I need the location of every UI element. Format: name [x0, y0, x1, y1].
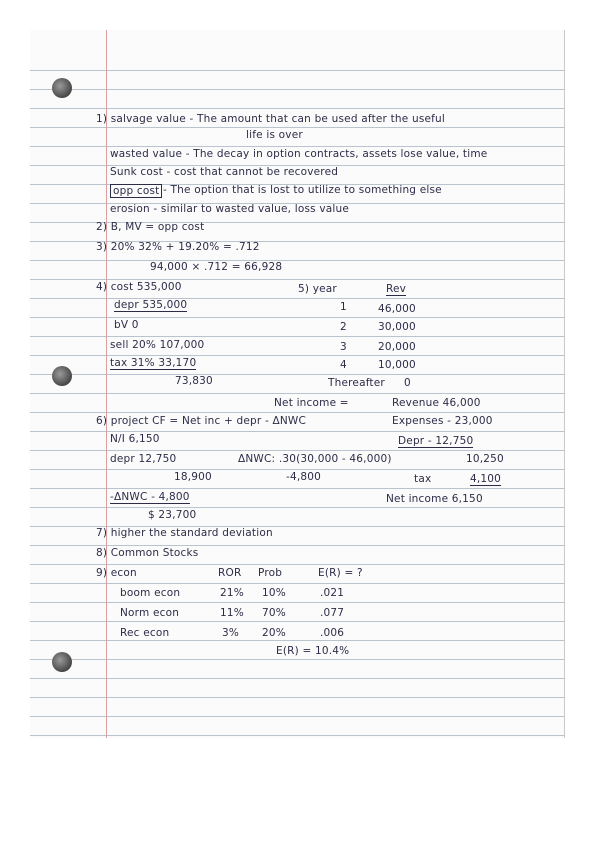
ruled-line [30, 716, 564, 717]
ruled-line [30, 431, 564, 432]
handwritten-line-q6b: N/I 6,150 [110, 433, 160, 445]
handwritten-line-q7: 7) higher the standard deviation [96, 527, 273, 539]
ruled-line [30, 412, 564, 413]
handwritten-line-q4e: tax 31% 33,170 [110, 357, 197, 369]
handwritten-line-ni: Net income = [274, 397, 349, 409]
handwritten-line-q1: 1) salvage value - The amount that can be used after the useful [96, 113, 446, 125]
ruled-line [30, 317, 564, 318]
ruled-line [30, 678, 564, 679]
handwritten-line-v10250: 10,250 [466, 453, 504, 465]
binder-hole [52, 78, 72, 98]
ruled-line [30, 545, 564, 546]
handwritten-line-q2: 2) B, MV = opp cost [96, 221, 205, 233]
handwritten-line-q5cv: 20,000 [378, 341, 416, 353]
ruled-line [30, 659, 564, 660]
ruled-line [30, 146, 564, 147]
ruled-line [30, 108, 564, 109]
handwritten-line-q1b: life is over [246, 129, 303, 141]
handwritten-line-q4d: sell 20% 107,000 [110, 339, 205, 351]
ruled-line [30, 393, 564, 394]
handwritten-line-er: E(R) = ? [318, 567, 363, 579]
handwritten-line-q5r: Rev [386, 283, 407, 295]
handwritten-line-tax: tax [414, 473, 432, 485]
handwritten-line-q1d: Sunk cost - cost that cannot be recovered [110, 166, 339, 178]
handwritten-line-q6f: $ 23,700 [148, 509, 197, 521]
handwritten-line-erres: E(R) = 10.4% [276, 645, 350, 657]
ruled-line [30, 602, 564, 603]
handwritten-line-q5dv: 10,000 [378, 359, 416, 371]
handwritten-line-q3b: 94,000 × .712 = 66,928 [150, 261, 283, 273]
handwritten-line-q5: 5) year [298, 283, 337, 295]
ruled-line [30, 735, 564, 736]
ruled-line [30, 507, 564, 508]
margin-line [106, 30, 107, 738]
handwritten-line-r1b: 10% [262, 587, 286, 599]
ruled-line [30, 279, 564, 280]
handwritten-line-q6: 6) project CF = Net inc + depr - ΔNWC [96, 415, 307, 427]
ruled-line [30, 127, 564, 128]
handwritten-line-q1e: opp cost [110, 184, 162, 198]
handwritten-line-nincome: Net income 6,150 [386, 493, 483, 505]
handwritten-line-m4800: -4,800 [286, 471, 322, 483]
handwritten-line-q5a: 1 [340, 301, 347, 313]
handwritten-line-q4c: bV 0 [114, 319, 139, 331]
handwritten-line-q5bv: 30,000 [378, 321, 416, 333]
handwritten-line-q1g: erosion - similar to wasted value, loss value [110, 203, 350, 215]
ruled-line [30, 488, 564, 489]
handwritten-line-q5b: 2 [340, 321, 347, 333]
handwritten-line-q9: 9) econ [96, 567, 137, 579]
ruled-line [30, 450, 564, 451]
handwritten-line-q5d: 4 [340, 359, 347, 371]
handwritten-line-q1f: - The option that is lost to utilize to something else [163, 184, 442, 196]
ruled-line [30, 640, 564, 641]
ruled-line [30, 469, 564, 470]
binder-hole [52, 366, 72, 386]
ruled-line [30, 374, 564, 375]
ruled-line [30, 70, 564, 71]
handwritten-line-r3a: 3% [222, 627, 240, 639]
handwritten-line-rev: Revenue 46,000 [392, 397, 481, 409]
handwritten-line-r1c: .021 [320, 587, 345, 599]
ruled-line [30, 260, 564, 261]
handwritten-line-q6c: depr 12,750 [110, 453, 177, 465]
handwritten-line-r1: boom econ [120, 587, 181, 599]
handwritten-line-q5e: Thereafter [328, 377, 385, 389]
ruled-line [30, 583, 564, 584]
handwritten-line-q5c: 3 [340, 341, 347, 353]
handwritten-line-q5ev: 0 [404, 377, 411, 389]
handwritten-line-v4100: 4,100 [470, 473, 502, 485]
handwritten-line-prob: Prob [258, 567, 283, 579]
handwritten-line-q4b: depr 535,000 [114, 299, 188, 311]
handwritten-line-q6e: -ΔNWC - 4,800 [110, 491, 190, 503]
handwritten-line-r3: Rec econ [120, 627, 170, 639]
ruled-line [30, 355, 564, 356]
handwritten-line-q4: 4) cost 535,000 [96, 281, 182, 293]
handwritten-line-r2a: 11% [220, 607, 244, 619]
handwritten-line-r2b: 70% [262, 607, 286, 619]
handwritten-line-exp: Expenses - 23,000 [392, 415, 493, 427]
handwritten-line-depr2: Depr - 12,750 [398, 435, 474, 447]
handwritten-line-anwc: ΔNWC: .30(30,000 - 46,000) [238, 453, 392, 465]
handwritten-line-q3: 3) 20% 32% + 19.20% = .712 [96, 241, 260, 253]
handwritten-line-r3c: .006 [320, 627, 345, 639]
ruled-line [30, 697, 564, 698]
ruled-line [30, 564, 564, 565]
handwritten-line-r2: Norm econ [120, 607, 180, 619]
handwritten-line-r1a: 21% [220, 587, 244, 599]
binder-hole [52, 652, 72, 672]
ruled-line [30, 336, 564, 337]
handwritten-line-q1c: wasted value - The decay in option contracts, assets lose value, time [110, 148, 488, 160]
ruled-line [30, 89, 564, 90]
handwritten-line-r2c: .077 [320, 607, 345, 619]
handwritten-line-ror: ROR [218, 567, 242, 579]
handwritten-line-q5av: 46,000 [378, 303, 416, 315]
ruled-line [30, 298, 564, 299]
handwritten-line-q4f: 73,830 [175, 375, 213, 387]
handwritten-line-q6d: 18,900 [174, 471, 212, 483]
handwritten-line-r3b: 20% [262, 627, 286, 639]
handwritten-line-q8: 8) Common Stocks [96, 547, 199, 559]
ruled-line [30, 621, 564, 622]
